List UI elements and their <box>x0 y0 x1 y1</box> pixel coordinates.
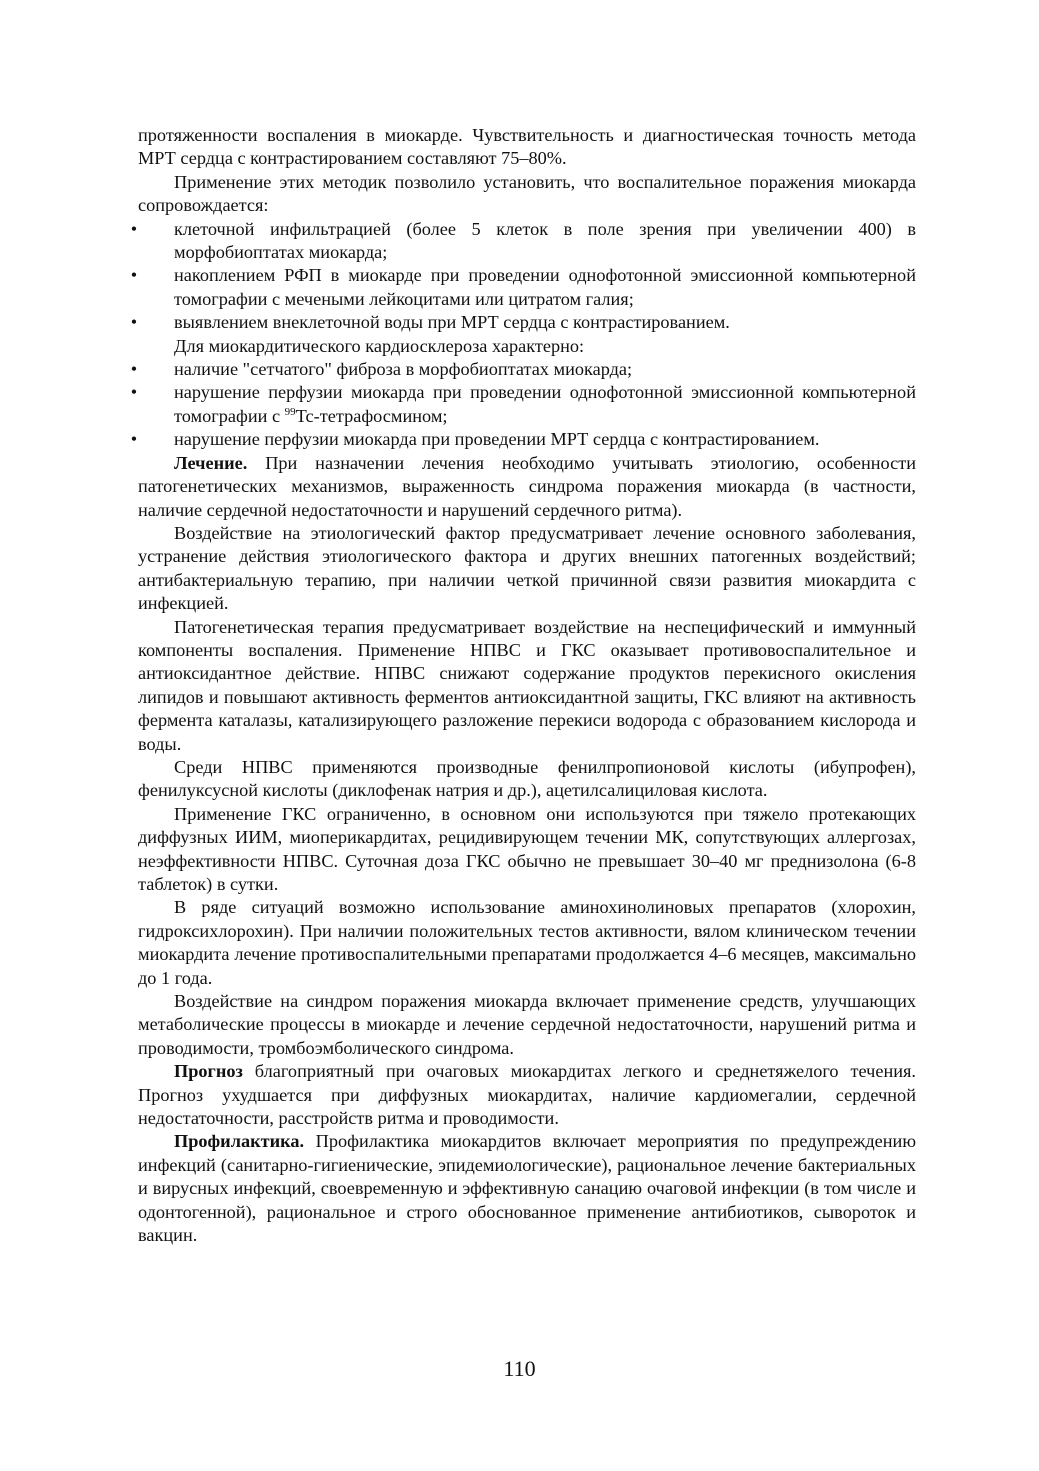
list-item: • наличие "сетчатого" фиброза в морфобиоптатах миокарда; <box>138 358 916 381</box>
inflammation-signs-list <box>130 218 916 335</box>
list-item: • накоплением РФП в миокарде при проведении однофотонной эмиссионной компьютерной томографии с мечеными лейкоцитами или цитратом галия; <box>138 264 916 311</box>
paragraph-myocardial-syndrome: Воздействие на синдром поражения миокарда включает применение средств, улучшающих метаболические процессы в миокарде и лечение сердечной недостаточности, нарушений ритма и проводимости, тромбоэмболического синдрома. <box>138 991 916 1058</box>
paragraph-treatment: Лечение. При назначении лечения необходимо учитывать этиологию, особенности патогенетических механизмов, выраженность синдрома поражения миокарда (в частности, наличие сердечной недостаточности и нарушений сердечного ритма). <box>138 452 916 520</box>
bullet-icon: • <box>130 382 138 403</box>
list-item: • нарушение перфузии миокарда при проведении однофотонной эмиссионной компьютерной томографии с $^{99}$Tc-тетрафосмином; <box>138 381 916 428</box>
list-item: • нарушение перфузии миокарда при проведении МРТ сердца с контрастированием. <box>138 428 916 451</box>
paragraph-mri-accuracy: протяженности воспаления в миокарде. Чувствительность и диагностическая точность метода МРТ сердца с контрастированием составляют 75–80%. <box>138 125 916 169</box>
paragraph-prognosis: Прогноз благоприятный при очаговых миокардитах легкого и среднетяжелого течения. Прогноз ухудшается при диффузных миокардитах, наличие кардиомегалии, сердечной недостаточности, расстройств ритма и проводимости. <box>138 1061 916 1129</box>
treatment-heading: Лечение. <box>174 452 248 473</box>
paragraph-prevention: Профилактика. Профилактика миокардитов включает мероприятия по предупреждению инфекций (санитарно-гигиенические, эпидемиологические), рациональное лечение бактериальных и вирусных инфекций, своевременную и эффективную санацию очаговой инфекции (в том числе и одонтогенной), рациональное и строго обоснованное применение антибиотиков, сывороток и вакцин. <box>138 1131 916 1246</box>
bullet-icon: • <box>130 312 138 333</box>
paragraph-pathogenetic-therapy: Патогенетическая терапия предусматривает воздействие на неспецифический и иммунный компоненты воспаления. Применение НПВС и ГКС оказывает противовоспалительное и антиоксидантное действие. НПВС снижают содержание продуктов перекисного окисления липидов и повышают активность ферментов антиоксидантной защиты, ГКС влияют на активность фермента каталазы, катализирующего разложение перекиси водорода с образованием кислорода и воды. <box>138 616 916 754</box>
document-page <box>130 124 916 1248</box>
prevention-heading: Профилактика. <box>174 1131 305 1152</box>
isotope-superscript: 99 <box>284 405 296 418</box>
bullet-icon: • <box>130 359 138 380</box>
bullet-icon: • <box>130 218 138 239</box>
paragraph-corticosteroids: Применение ГКС ограниченно, в основном они используются при тяжело протекающих диффузных ИИМ, миоперикардитах, рецидивирующем течении МК, сопутствующих аллергозах, неэффективности НПВС. Суточная доза ГКС обычно не превышает 30–40 мг преднизолона (6-8 таблеток) в сутки. <box>138 803 916 894</box>
paragraph-etiologic-factor: Воздействие на этиологический фактор предусматривает лечение основного заболевания, устранение действия этиологического фактора и других внешних патогенных воздействий; антибактериальную терапию, при наличии четкой причинной связи развития миокардита с инфекцией. <box>138 522 916 614</box>
list-item: • выявлением внеклеточной воды при МРТ сердца с контрастированием. <box>138 311 916 334</box>
bullet-icon: • <box>130 265 138 286</box>
paragraph-aminoquinolines: В ряде ситуаций возможно использование аминохинолиновых препаратов (хлорохин, гидроксихлорохин). При наличии положительных тестов активности, вялом клиническом течении миокардита лечение противоспалительными препаратами продолжается 4–6 месяцев, максимально до 1 года. <box>138 897 916 988</box>
paragraph-methods-intro: Применение этих методик позволило установить, что воспалительное поражения миокарда сопровождается: <box>138 171 916 216</box>
page-number: 110 <box>503 1356 536 1381</box>
paragraph-cardiosclerosis-intro: Для миокардитического кардиосклероза характерно: <box>174 335 585 356</box>
cardiosclerosis-signs-list <box>130 358 916 452</box>
list-item: • клеточной инфильтрацией (более 5 клеток в поле зрения при увеличении 400) в морфобиоптатах миокарда; <box>138 218 916 265</box>
bullet-icon: • <box>130 429 138 450</box>
prognosis-heading: Прогноз <box>174 1061 243 1082</box>
paragraph-nsaids: Среди НПВС применяются производные фенилпропионовой кислоты (ибупрофен), фенилуксусной кислоты (диклофенак натрия и др.), ацетилсалициловая кислота. <box>138 756 916 801</box>
